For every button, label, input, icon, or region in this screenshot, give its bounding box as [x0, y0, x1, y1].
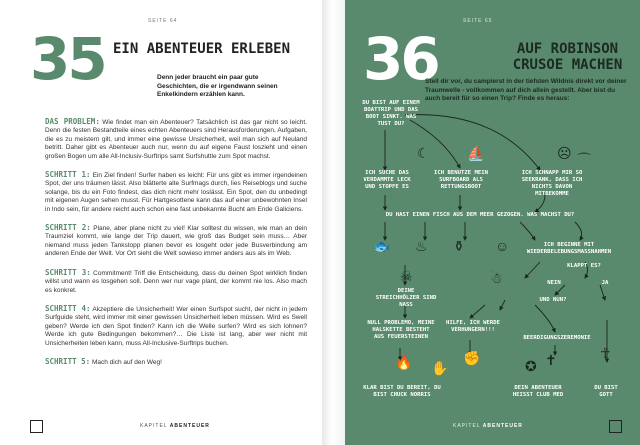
right-page [345, 0, 640, 445]
arrow [500, 300, 505, 310]
surfboard-icon: ⌒ [577, 152, 591, 168]
paragraph-label: DAS PROBLEM: [45, 117, 100, 126]
arrow [600, 285, 605, 300]
chapter-number: 35 [30, 25, 105, 93]
page-label: SEITE 65 [463, 18, 493, 24]
flow-answer-leak: ICH SUCHE DAS VERDAMMTE LECK UND STOPFE ES [363, 170, 411, 190]
flow-question-now: UND NUN? [539, 297, 567, 303]
flow-answer-flint: NULL PROBLEMO, MEINE HALSKETTE BESTEHT AUS FEUERSTEINEN [367, 320, 435, 340]
fire-icon: 🔥 [395, 354, 413, 370]
flow-answer-no: NEIN [547, 280, 561, 286]
paragraph-label: SCHRITT 5: [45, 356, 91, 366]
footer-prefix: KAPITEL [140, 423, 168, 429]
moon-icon: ☾ [417, 145, 430, 161]
page-title: AUF ROBINSON CRUSOE MACHEN [512, 41, 623, 73]
flow-answer-starving: HILFE, ICH WERDE VERHUNGERN!!! [446, 320, 500, 333]
paragraph-label: SCHRITT 1: [45, 170, 91, 180]
flow-answer-revive: ICH BEGINNE MIT WIEDERBELEBUNGSMASSNAHMEN [526, 242, 612, 255]
skeleton-icon: ☠ [400, 268, 413, 284]
flow-result-god: DU BIST GOTT [594, 385, 618, 398]
flow-start-question: DU BIST AUF EINEM BOATTRIP UND DAS BOOT SINKT. WAS TUST DU? [362, 100, 420, 127]
bottle-icon: ⚱ [453, 238, 465, 254]
paragraph-text: Ein Ziel finden! Surfer haben es leicht: Für uns gibt es immer irgendeinen Spot, der uns träumen lässt. Also blätterte alte Surfmags durch, lies Reiseblogs und suche solange, bis du ein Foto findest, das dich nicht mehr loslässt. Ein Spot, den du unbedingt mit eigenen Augen sehen musst. Für Hartgesottene kann das auf einer unbewohnten Insel in Indo sein, für andere reicht auch schon eine fast unbekannte Bucht am Ende Galiciens. [45, 172, 307, 213]
flow-question-fish: DU HAST EINEN FISCH AUS DEM MEER GEZOGEN. WAS MACHST DU? [385, 212, 575, 218]
corner-box-mark [609, 420, 622, 433]
arrow [525, 262, 540, 278]
paragraph-text: Akzeptiere die Unsicherheit! Wer einen Surfspot sucht, der nicht in jedem Surfguide steht, wird immer mit einer gewissen Unsicherheit leben müssen. Wird es Swell geben? Werde ich den Spot finden? Kann ich die Welle surfen? Wird es sich lohnen? Werde ich gute Bedingungen bekommen?… Die Liste ist lang, aber wer nicht mit Unsicherheiten leben kann, muss All-Inclusive-Surftrips buchen. [45, 305, 307, 347]
flow-result-club-med: DEIN ABENTEUER HEISST CLUB MED [512, 385, 564, 398]
flow-answer-yes: JA [601, 280, 609, 286]
flow-answer-seasick: ICH SCHNAPP MIR SO SEEKRANK, DASS ICH NICHTS DAVON MITBEKOMME [521, 170, 583, 197]
paragraph-step-1 [45, 171, 307, 214]
paragraph-text: Wie findet man ein Abenteuer? Tatsächlich ist das gar nicht so leicht. Denn die festen Bestandteile eines echten Abenteuers sind Herausforderungen, Aufgaben, die es zu meistern gilt, und immer eine gewisse Unsicherheit, weil man sich auf Neuland betritt. Daher gibt es Abenteuer auch nur, wenn du auf eigene Faust loszieht und einen großen Bogen um alle All-Inclusiv-Surftrips samt Surfshuttle zum Spot machst. [45, 119, 307, 160]
sick-person-icon: ☹ [557, 145, 572, 161]
footer-chapter: ABENTEUER [169, 423, 210, 429]
grill-icon: ♨ [415, 238, 428, 254]
paragraph-problem [45, 118, 307, 161]
footer-prefix: KAPITEL [453, 423, 481, 429]
paragraph-label: SCHRITT 2: [45, 223, 91, 233]
flow-answer-surfboard: ICH BENUTZE MEIN SURFBOARD ALS RETTUNGSBOOT [434, 170, 488, 190]
arrow [520, 222, 535, 240]
page-footer [140, 423, 210, 429]
flow-question-works: KLAPPT ES? [567, 263, 601, 269]
page-title: EIN ABENTEUER ERLEBEN [113, 41, 291, 57]
praying-icon: ☥ [600, 345, 611, 361]
paragraph-step-5 [45, 358, 307, 367]
person-icon: ☺ [495, 238, 510, 254]
paragraph-text: Mach dich auf den Weg! [90, 358, 162, 366]
paragraph-step-2 [45, 224, 307, 259]
paragraph-step-4 [45, 305, 307, 348]
stick-figure-icon: ☃ [490, 270, 503, 286]
paragraph-label: SCHRITT 3: [45, 267, 91, 277]
fist-icon: ✊ [463, 350, 481, 366]
paragraph-text: Plane, aber plane nicht zu viel! Klar solltest du wissen, wie man an dein Traumziel kommt, wie lange der Trip dauert, wie groß das Budget sein muss… Aber niemand muss jeden Tankstopp planen bevor es losgeht oder jede Busverbindung am anderen Ende der Welt. Vor Ort sieht die Welt sowieso immer anders aus als im Web. [45, 225, 308, 258]
footer-chapter: ABENTEUER [482, 423, 523, 429]
intro-text: Denn jeder braucht ein paar gute Geschichten, die er irgendwann seinen Enkelkindern erzählen kann. [157, 74, 278, 98]
hand-icon: ✋ [431, 360, 449, 376]
page-label: SEITE 64 [148, 18, 178, 24]
intro-text: Stell dir vor, du campierst in der tiefsten Wildnis direkt vor deiner Traumwelle - vollkommen auf dich allein gestellt. Aber bist du auch bereit für so einen Trip? Finde es heraus: [425, 78, 627, 102]
arrow [575, 222, 582, 240]
flow-answer-matches: DEINE STREICHHÖLZER SIND NASS [375, 288, 437, 308]
badge-icon: ✪ [525, 358, 537, 374]
body-text [45, 118, 307, 377]
paragraph-text: Commitment! Triff die Entscheidung, dass du deinen Spot wirklich finden willst und wann es losgehen soll. Denn wer nur vage plant, der kommt nie los. Also mach es konkret. [45, 269, 308, 294]
flow-answer-funeral: BEERDIGUNGSZEREMONIE [523, 335, 591, 341]
book-gutter [322, 0, 345, 445]
paragraph-label: SCHRITT 4: [45, 303, 91, 313]
corner-box-mark [30, 420, 43, 433]
paragraph-step-3 [45, 269, 307, 295]
chapter-number: 36 [363, 25, 438, 93]
arrow [470, 305, 485, 318]
page-footer [453, 423, 523, 429]
flow-result-chuck-norris: KLAR BIST DU BEREIT, DU BIST CHUCK NORRIS [363, 385, 441, 398]
shipwreck-icon: ⛵ [467, 145, 485, 161]
dead-man-icon: ✝ [545, 352, 557, 368]
fish-icon: 🐟 [373, 238, 391, 254]
arrow [535, 305, 555, 332]
